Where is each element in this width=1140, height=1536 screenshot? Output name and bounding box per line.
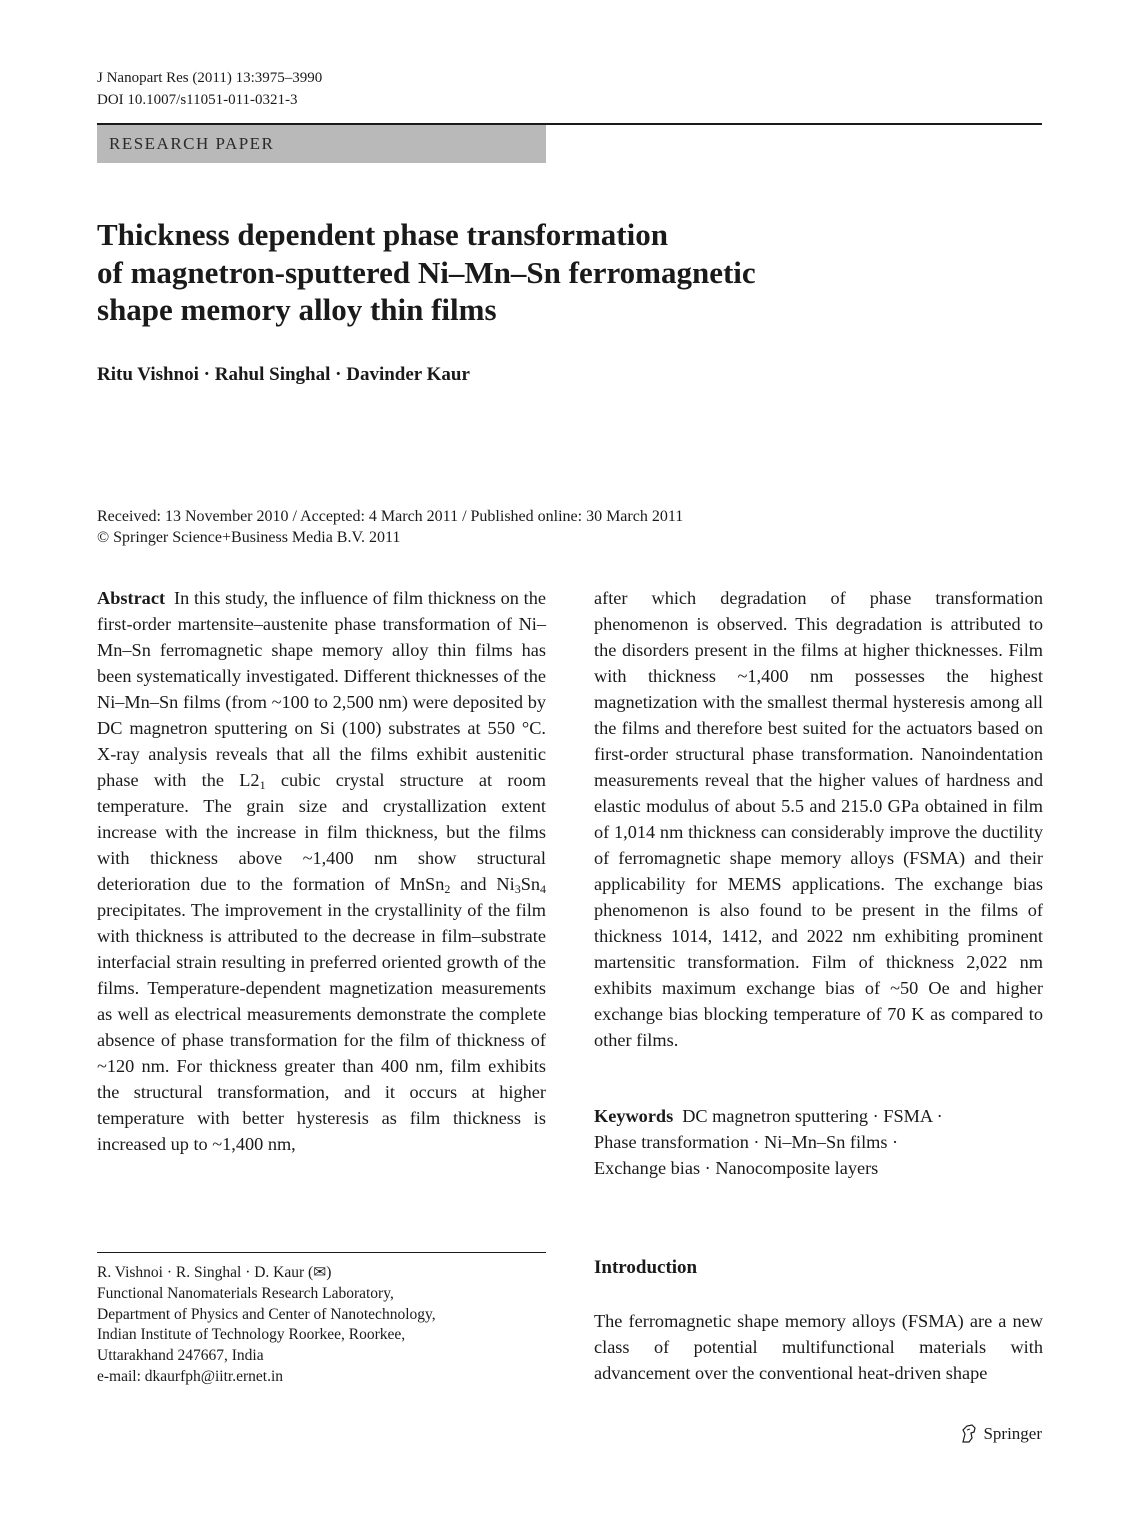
abstract-left-column [97, 585, 546, 1157]
keywords-line: Exchange bias · Nanocomposite layers [594, 1158, 879, 1178]
springer-horse-icon [960, 1424, 978, 1444]
affiliation-email[interactable]: e-mail: dkaurfph@iitr.ernet.in [97, 1367, 284, 1385]
affiliation-inst: Indian Institute of Technology Roorkee, Roorkee, [97, 1326, 406, 1344]
section-banner [97, 125, 546, 163]
dates: Received: 13 November 2010 / Accepted: 4 March 2011 / Published online: 30 March 2011 [97, 508, 684, 525]
subscript: 2 [444, 882, 451, 896]
introduction-text: The ferromagnetic shape memory alloys (FSMA) are a new class of potential multifunctional materials with advancement over the conventional heat-driven shape [594, 1311, 1043, 1383]
affiliation-names: R. Vishnoi · R. Singhal · D. Kaur (✉) [97, 1264, 332, 1281]
abstract-text: cubic crystal structure at room temperature. The grain size and crystallization extent increase with the increase in film thickness, but the films with thickness above ~1,400 nm show structural deterioration due to the formation of MnSn [97, 770, 546, 894]
affiliation-lab: Functional Nanomaterials Research Laboratory, [97, 1284, 394, 1302]
subscript: 1 [259, 778, 266, 792]
introduction-heading: Introduction [594, 1257, 698, 1278]
abstract-text: Sn [520, 874, 540, 894]
abstract-heading: Abstract [97, 588, 166, 608]
keywords-line: Phase transformation · Ni–Mn–Sn films · [594, 1132, 899, 1152]
abstract-text: In this study, the influence of film thickness on the first-order martensite–austenite phase transformation of Ni–Mn–Sn ferromagnetic shape memory alloy thin films has been systematically investigated. Different thicknesses of the Ni–Mn–Sn films (from ~100 to 2,500 nm) were deposited by DC magnetron sputtering on Si (100) substrates at 550 °C. X-ray analysis reveals that all the films exhibit austenitic phase with the L2 [97, 588, 546, 790]
doi: DOI 10.1007/s11051-011-0321-3 [97, 92, 298, 108]
affiliation-place: Uttarakhand 247667, India [97, 1347, 264, 1365]
authors: Ritu Vishnoi · Rahul Singhal · Davinder Kaur [97, 364, 470, 385]
title-line: of magnetron-sputtered Ni–Mn–Sn ferromagnetic [97, 254, 756, 290]
copyright: © Springer Science+Business Media B.V. 2011 [97, 529, 401, 546]
section-label: RESEARCH PAPER [109, 134, 275, 153]
publisher-logo [960, 1424, 1042, 1444]
abstract-text: and Ni [450, 874, 515, 894]
title-line: shape memory alloy thin films [97, 292, 497, 327]
journal-citation: J Nanopart Res (2011) 13:3975–3990 [97, 70, 323, 86]
subscript: 3 [514, 882, 521, 896]
affiliation [97, 1263, 436, 1388]
keywords [594, 1103, 1043, 1181]
title-line: Thickness dependent phase transformation [97, 217, 668, 252]
paper-title [97, 216, 897, 329]
abstract-right-column [594, 585, 1043, 1053]
abstract-text: after which degradation of phase transformation phenomenon is observed. This degradation is attributed to the disorders present in the films at higher thicknesses. Film with thickness ~1,400 nm possesses the highest magnetization with the smallest thermal hysteresis among all the films and therefore best suited for the actuators based on first-order structural phase transformation. Nanoindentation measurements reveal that the higher values of hardness and elastic modulus of about 5.5 and 215.0 GPa obtained in film of 1,014 nm thickness can considerably improve the ductility of ferromagnetic shape memory alloys (FSMA) and their applicability for MEMS applications. The exchange bias phenomenon is also found to be present in the films of thickness 1014, 1412, and 2022 nm exhibiting prominent martensitic transformation. Film of thickness 2,022 nm exhibits maximum exchange bias of ~50 Oe and higher exchange bias blocking temperature of 70 K as compared to other films. [594, 588, 1043, 1050]
publisher-name: Springer [983, 1424, 1042, 1443]
subscript: 4 [540, 882, 546, 896]
keywords-heading: Keywords [594, 1106, 674, 1126]
affiliation-dept: Department of Physics and Center of Nanotechnology, [97, 1305, 436, 1323]
abstract-text: precipitates. The improvement in the crystallinity of the film with thickness is attributed to the decrease in film–substrate interfacial strain resulting in preferred oriented growth of the films. Temperature-dependent magnetization measurements as well as electrical measurements demonstrate the complete absence of phase transformation for the film of thickness of ~120 nm. For thickness greater than 400 nm, film exhibits the structural transformation, and it occurs at higher temperature with better hysteresis as film thickness is increased up to ~1,400 nm, [97, 900, 546, 1154]
keywords-line: DC magnetron sputtering · FSMA · [682, 1106, 943, 1126]
footnote-rule [97, 1252, 546, 1253]
